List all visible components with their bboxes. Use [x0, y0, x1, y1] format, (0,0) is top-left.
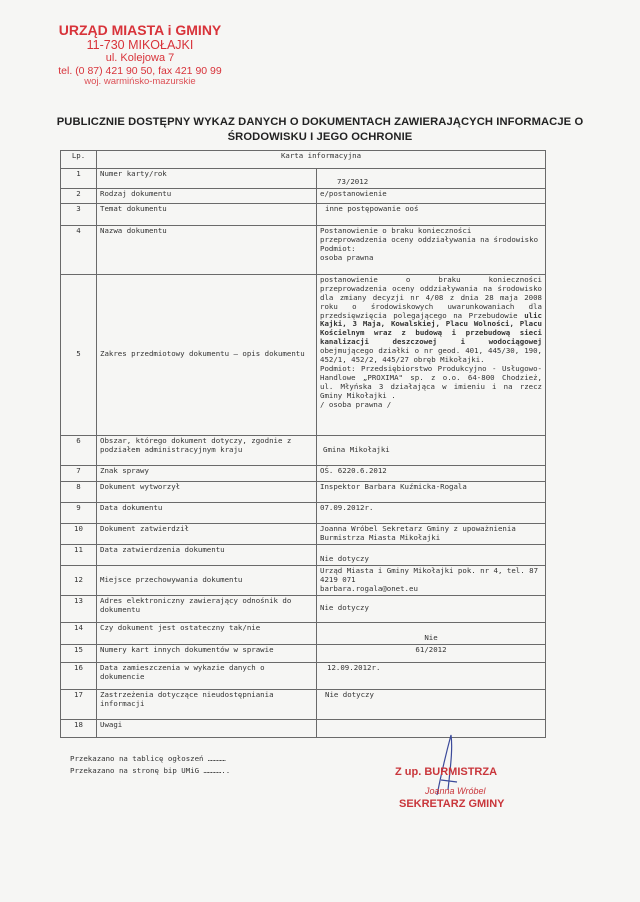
table-row: [61, 523, 546, 544]
row-value: 07.09.2012r.: [317, 502, 546, 523]
row-number: 8: [61, 481, 97, 502]
row-label: Data zatwierdzenia dokumentu: [97, 544, 317, 565]
row-number: 2: [61, 188, 97, 203]
signature-line-2: Joanna Wróbel: [425, 786, 486, 796]
row-number: 4: [61, 225, 97, 274]
description-subject: Podmiot: Przedsiębiorstwo Produkcyjno - Usługowo- Handlowe „PROXIMA" sp. z o.o. 64-800 Chodzież, ul. Młyńska 3 działająca w imieniu i na rzecz Gminy Mikołajki . / osoba prawna /: [320, 363, 542, 409]
description-bold-text: ulic Kajki, 3 Maja, Kowalskiej, Placu Wolności, Placu Kościelnym wraz z budową i przebudową sieci kanalizacji deszczowej i wodociągowej: [320, 310, 542, 347]
row-label: Zastrzeżenia dotyczące nieudostępniania informacji: [97, 689, 317, 719]
footer-noticeboard-line: Przekazano na tablicę ogłoszeń …………: [70, 754, 226, 763]
row-value: Postanowienie o braku konieczności przeprowadzenia oceny oddziaływania na środowisko Podmiot: osoba prawna: [317, 225, 546, 274]
table-row: [61, 689, 546, 719]
table-row: [61, 274, 546, 435]
signature-line-3: SEKRETARZ GMINY: [399, 798, 505, 810]
row-value: 12.09.2012r.: [317, 662, 546, 689]
table-row: [61, 502, 546, 523]
row-label: Data zamieszczenia w wykazie danych o dokumencie: [97, 662, 317, 689]
table-row: [61, 565, 546, 595]
row-label: Adres elektroniczny zawierający odnośnik do dokumentu: [97, 595, 317, 622]
signature-line-1: Z up. BURMISTRZA: [395, 766, 498, 778]
row-number: 13: [61, 595, 97, 622]
table-row: [61, 544, 546, 565]
stamp-line-2: 11-730 MIKOŁAJKI: [86, 38, 194, 53]
title-line-1: PUBLICZNIE DOSTĘPNY WYKAZ DANYCH O DOKUMENTACH ZAWIERAJĄCYCH INFORMACJE O: [56, 116, 584, 128]
table-row: [61, 169, 546, 189]
row-number: 3: [61, 203, 97, 225]
row-value-description: [317, 274, 546, 435]
row-value: Nie: [317, 622, 546, 644]
description-plots: obejmującego działki o nr geod. 401, 445/30, 190, 452/1, 452/2, 445/27 obręb Mikołajki.: [320, 346, 542, 365]
table-row: [61, 644, 546, 662]
row-number: 18: [61, 719, 97, 737]
table-header-row: [61, 151, 546, 169]
row-number: 15: [61, 644, 97, 662]
row-number: 17: [61, 689, 97, 719]
row-label: Dokument wytworzył: [97, 481, 317, 502]
table-row: [61, 188, 546, 203]
row-label: Nazwa dokumentu: [97, 225, 317, 274]
row-label: Rodzaj dokumentu: [97, 188, 317, 203]
row-label: Numer karty/rok: [97, 169, 317, 189]
stamp-line-5: woj. warmińsko-mazurskie: [84, 76, 196, 88]
row-number: 14: [61, 622, 97, 644]
header-card: Karta informacyjna: [97, 151, 546, 169]
row-number: 1: [61, 169, 97, 189]
row-number: 5: [61, 274, 97, 435]
row-label: Miejsce przechowywania dokumentu: [97, 565, 317, 595]
header-lp: Lp.: [61, 151, 97, 169]
row-number: 9: [61, 502, 97, 523]
row-number: 16: [61, 662, 97, 689]
row-label: Obszar, którego dokument dotyczy, zgodnie z podziałem administracyjnym kraju: [97, 435, 317, 465]
table-row: [61, 225, 546, 274]
row-label: Data dokumentu: [97, 502, 317, 523]
row-number: 7: [61, 465, 97, 481]
row-label: Numery kart innych dokumentów w sprawie: [97, 644, 317, 662]
row-number: 12: [61, 565, 97, 595]
row-value: Nie dotyczy: [317, 595, 546, 622]
row-value: e/postanowienie: [317, 188, 546, 203]
row-value: inne postępowanie ooś: [317, 203, 546, 225]
row-label: Zakres przedmiotowy dokumentu – opis dokumentu: [97, 274, 317, 435]
row-value: Nie dotyczy: [317, 689, 546, 719]
row-value: Urząd Miasta i Gminy Mikołajki pok. nr 4, tel. 87 4219 071 barbara.rogala@onet.eu: [317, 565, 546, 595]
stamp-line-4: tel. (0 87) 421 90 50, fax 421 90 99: [58, 65, 222, 78]
stamp-line-1: URZĄD MIASTA i GMINY: [58, 22, 222, 38]
row-label: Uwagi: [97, 719, 317, 737]
row-number: 6: [61, 435, 97, 465]
table-row: [61, 203, 546, 225]
row-label: Temat dokumentu: [97, 203, 317, 225]
row-number: 10: [61, 523, 97, 544]
row-value: 73/2012: [317, 169, 546, 189]
table-row: [61, 435, 546, 465]
table-row: [61, 622, 546, 644]
row-label: Dokument zatwierdził: [97, 523, 317, 544]
row-value: Inspektor Barbara Kuźmicka-Rogala: [317, 481, 546, 502]
office-stamp: [40, 22, 240, 88]
row-value: Gmina Mikołajki: [317, 435, 546, 465]
row-number: 11: [61, 544, 97, 565]
document-title: [55, 115, 585, 145]
table-row: [61, 465, 546, 481]
title-line-2: ŚRODOWISKU I JEGO OCHRONIE: [227, 131, 413, 143]
table-row: [61, 595, 546, 622]
row-value: Nie dotyczy: [317, 544, 546, 565]
row-value: 61/2012: [317, 644, 546, 662]
stamp-line-3: ul. Kolejowa 7: [105, 52, 175, 65]
row-value: Joanna Wróbel Sekretarz Gminy z upoważnienia Burmistrza Miasta Mikołajki: [317, 523, 546, 544]
row-label: Znak sprawy: [97, 465, 317, 481]
footer-bip-line: Przekazano na stronę bip UMiG …………..: [70, 766, 231, 775]
info-card-table: [60, 150, 546, 738]
row-value: OŚ. 6220.6.2012: [317, 465, 546, 481]
description-text: postanowienie o braku konieczności przeprowadzenia oceny oddziaływania na środowisko dla zmiany decyzji nr 4/08 z dnia 28 maja 2008 roku o środowiskowych uwarunkowaniach dla przedsięwzięcia polegającego na Przebudowie: [320, 274, 542, 320]
row-label: Czy dokument jest ostateczny tak/nie: [97, 622, 317, 644]
table-row: [61, 662, 546, 689]
table-row: [61, 481, 546, 502]
